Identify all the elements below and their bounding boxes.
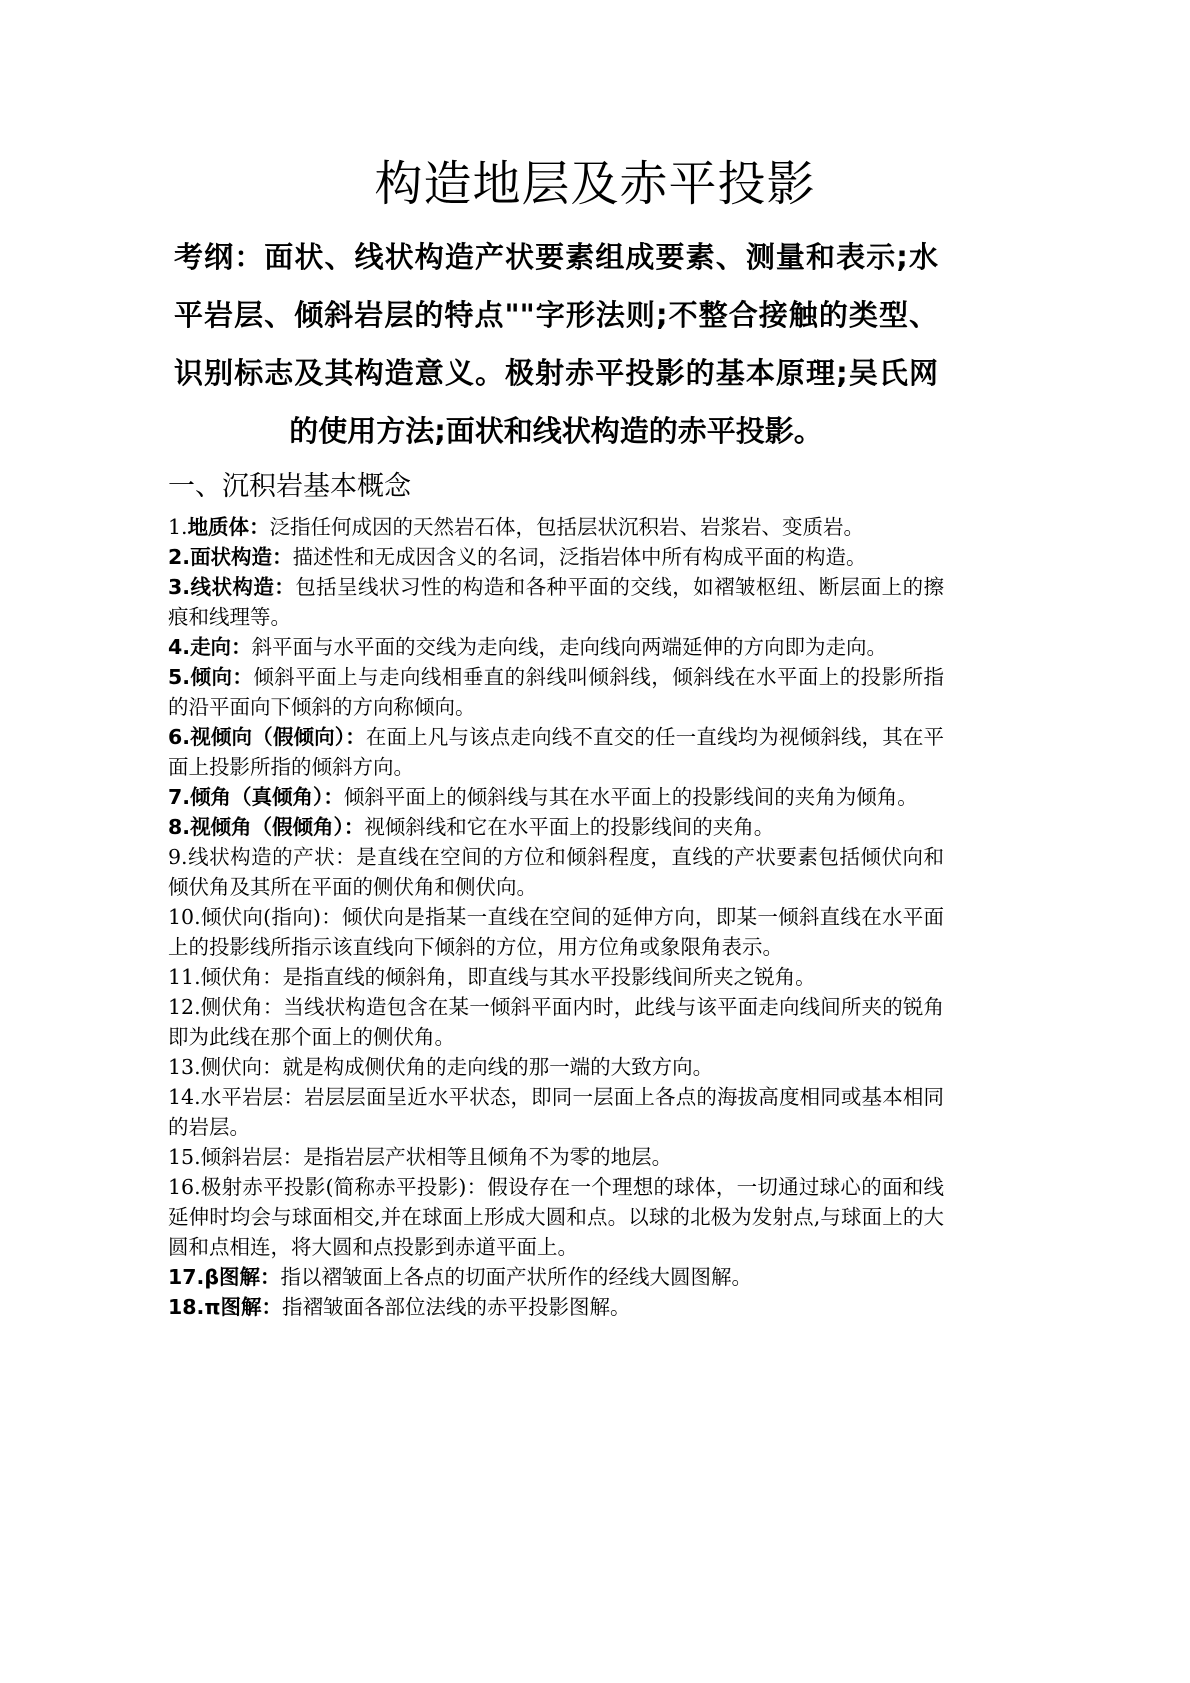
item-term: 地质体: [187, 515, 250, 539]
item-number: 10.: [168, 905, 201, 929]
item-term: 视倾角（假倾角）: [190, 815, 344, 839]
item-text: 在面上凡与该点走向线不直交的任一直线均为视倾斜线，其在平面上投影所指的倾斜方向。: [168, 725, 945, 779]
item-text: 描述性和无成因含义的名词，泛指岩体中所有构成平面的构造。: [292, 545, 867, 569]
item-term: β图解: [204, 1265, 261, 1289]
item-term: 视倾向（假倾向）: [190, 725, 346, 749]
concept-list: [168, 512, 944, 1322]
document-title: 构造地层及赤平投影: [374, 156, 816, 212]
item-separator: ：: [249, 515, 270, 539]
item-number: 11.: [168, 965, 201, 989]
item-text: 倾斜岩层：是指岩层产状相等且倾角不为零的地层。: [200, 1145, 673, 1169]
item-text: 斜平面与水平面的交线为走向线，走向线向两端延伸的方向即为走向。: [251, 635, 888, 659]
item-number: 14.: [168, 1085, 201, 1109]
concept-item: [168, 1052, 944, 1082]
item-number: 9.: [168, 845, 188, 869]
item-text: 包括呈线状习性的构造和各种平面的交线，如褶皱枢纽、断层面上的擦痕和线理等。: [168, 575, 945, 629]
item-text: 倾斜平面上的倾斜线与其在水平面上的投影线间的夹角为倾角。: [343, 785, 918, 809]
concept-item: [168, 512, 944, 542]
item-number: 12.: [168, 995, 201, 1019]
item-number: 3.: [168, 575, 191, 599]
item-separator: ：: [343, 815, 365, 839]
item-text: 倾伏角：是指直线的倾斜角，即直线与其水平投影线间所夹之锐角。: [200, 965, 816, 989]
item-term: 倾向: [190, 665, 233, 689]
item-number: 2.: [168, 545, 191, 569]
concept-item: [168, 1142, 944, 1172]
item-separator: ：: [232, 665, 254, 689]
concept-item: [168, 572, 944, 632]
concept-item: [168, 902, 944, 962]
item-separator: ：: [260, 1265, 281, 1289]
item-separator: ：: [274, 575, 296, 599]
item-text: 视倾斜线和它在水平面上的投影线间的夹角。: [364, 815, 775, 839]
item-term: 面状构造: [190, 545, 273, 569]
concept-item: [168, 782, 944, 812]
item-number: 17.: [168, 1265, 205, 1289]
item-term: 倾角（真倾角）: [190, 785, 324, 809]
syllabus-paragraph: 考纲：面状、线状构造产状要素组成要素、测量和表示;水平岩层、倾斜岩层的特点""字形法则;不整合接触的类型、识别标志及其构造意义。极射赤平投影的基本原理;吴氏网的使用方法;面状和线状构造的赤平投影。: [174, 240, 938, 448]
item-text: 指以褶皱面上各点的切面产状所作的经线大圆图解。: [280, 1265, 753, 1289]
item-text: 线状构造的产状：是直线在空间的方位和倾斜程度，直线的产状要素包括倾伏向和倾伏角及其所在平面的侧伏角和侧伏向。: [168, 845, 944, 899]
item-term: π图解: [204, 1295, 262, 1319]
item-text: 极射赤平投影(简称赤平投影)：假设存在一个理想的球体，一切通过球心的面和线延伸时均会与球面相交,并在球面上形成大圆和点。以球的北极为发射点,与球面上的大圆和点相连，将大圆和点投影到赤道平面上。: [168, 1175, 944, 1259]
concept-item: [168, 1172, 944, 1262]
item-separator: ：: [261, 1295, 283, 1319]
item-number: 7.: [168, 785, 191, 809]
concept-item: [168, 842, 944, 902]
item-number: 6.: [168, 725, 191, 749]
concept-item: [168, 1082, 944, 1142]
item-text: 倾伏向(指向)：倾伏向是指某一直线在空间的延伸方向，即某一倾斜直线在水平面上的投影线所指示该直线向下倾斜的方位，用方位角或象限角表示。: [168, 905, 944, 959]
concept-item: [168, 542, 944, 572]
item-separator: ：: [323, 785, 344, 809]
item-number: 5.: [168, 665, 191, 689]
item-separator: ：: [231, 635, 252, 659]
section-heading: 一、沉积岩基本概念: [168, 471, 411, 502]
concept-item: [168, 1292, 944, 1322]
item-text: 指褶皱面各部位法线的赤平投影图解。: [282, 1295, 631, 1319]
item-number: 1.: [168, 515, 188, 539]
item-number: 16.: [168, 1175, 201, 1199]
concept-item: [168, 812, 944, 842]
item-number: 18.: [168, 1295, 205, 1319]
item-text: 泛指任何成因的天然岩石体，包括层状沉积岩、岩浆岩、变质岩。: [269, 515, 865, 539]
item-separator: ：: [272, 545, 293, 569]
concept-item: [168, 992, 944, 1052]
item-term: 走向: [190, 635, 232, 659]
item-number: 4.: [168, 635, 191, 659]
concept-item: [168, 662, 944, 722]
item-number: 13.: [168, 1055, 201, 1079]
concept-item: [168, 632, 944, 662]
item-text: 侧伏角：当线状构造包含在某一倾斜平面内时，此线与该平面走向线间所夹的锐角即为此线在那个面上的侧伏角。: [168, 995, 944, 1049]
item-term: 线状构造: [190, 575, 275, 599]
item-number: 8.: [168, 815, 191, 839]
item-text: 侧伏向：就是构成侧伏角的走向线的那一端的大致方向。: [200, 1055, 714, 1079]
item-text: 倾斜平面上与走向线相垂直的斜线叫倾斜线，倾斜线在水平面上的投影所指的沿平面向下倾斜的方向称倾向。: [168, 665, 945, 719]
concept-item: [168, 1262, 944, 1292]
concept-item: [168, 722, 944, 782]
item-separator: ：: [345, 725, 366, 749]
concept-item: [168, 962, 944, 992]
item-number: 15.: [168, 1145, 201, 1169]
item-text: 水平岩层：岩层层面呈近水平状态，即同一层面上各点的海拔高度相同或基本相同的岩层。: [168, 1085, 944, 1139]
